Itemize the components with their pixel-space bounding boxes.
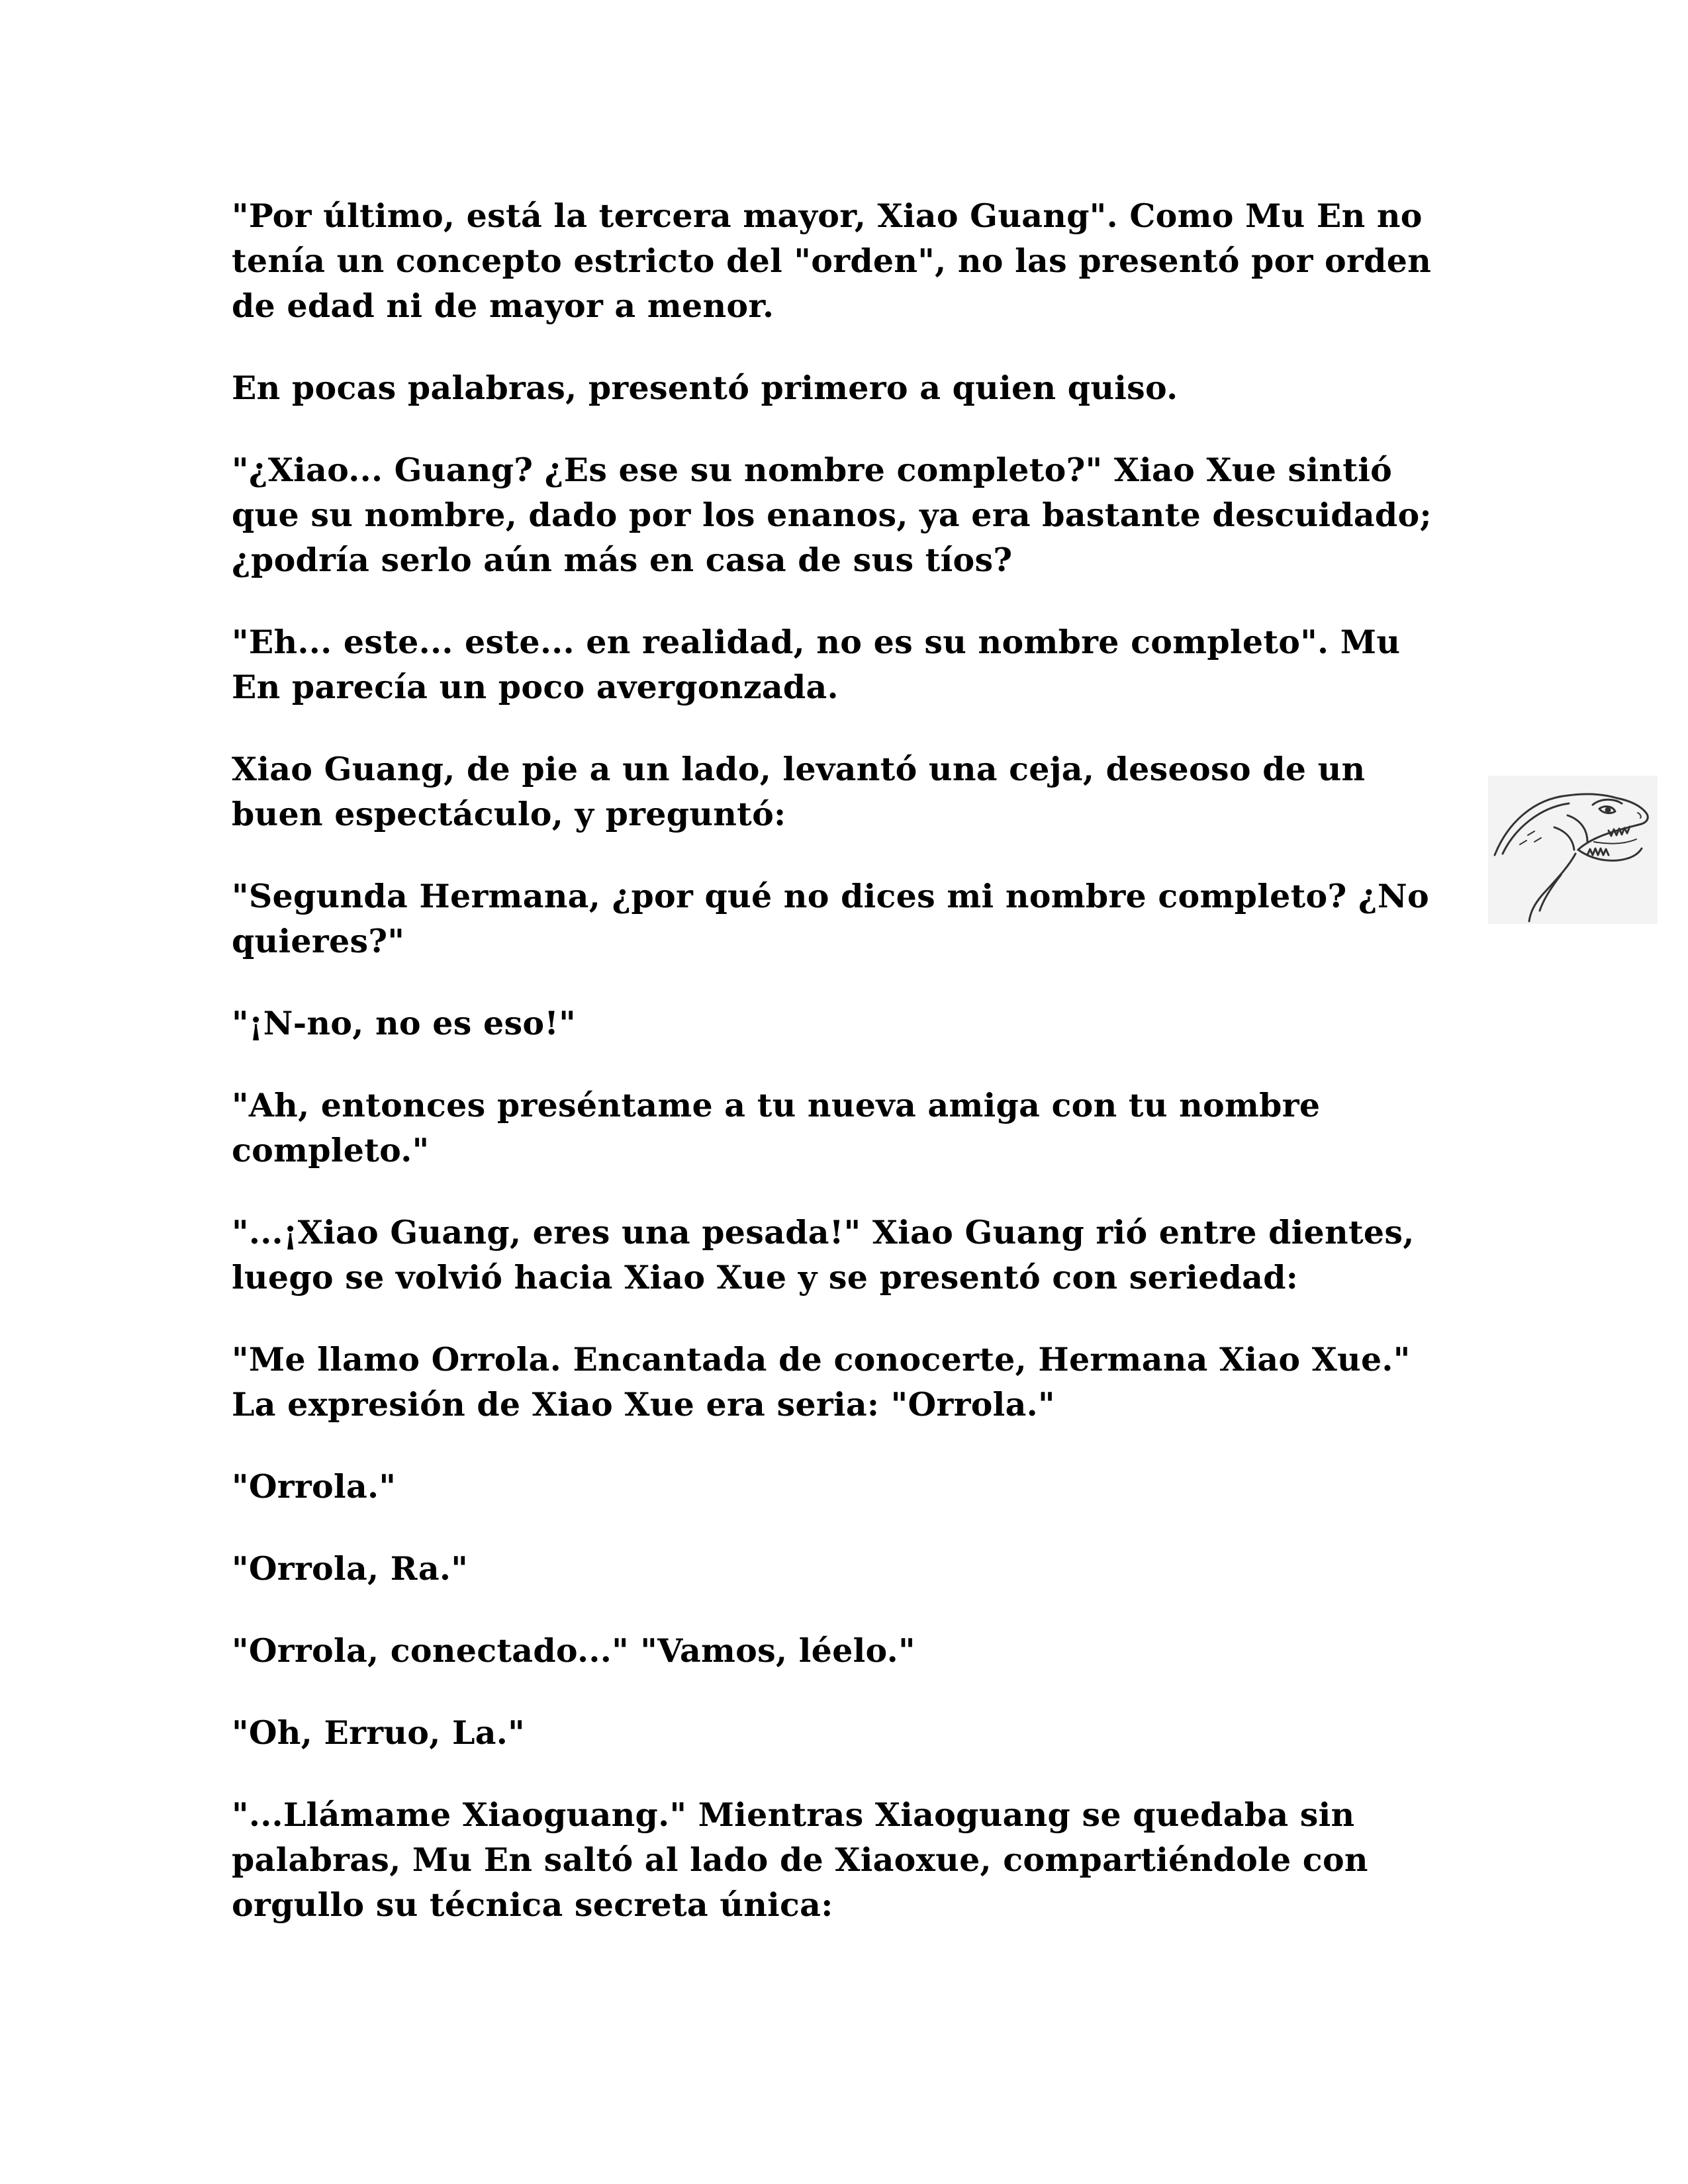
paragraph: "Segunda Hermana, ¿por qué no dices mi nombre completo? ¿No quieres?" [232,877,1429,960]
paragraph: Xiao Guang, de pie a un lado, levantó una ceja, deseoso de un buen espectáculo, y preguntó: [232,750,1366,833]
dinosaur-head-sketch-icon [1488,776,1658,924]
paragraph: "Ah, entonces preséntame a tu nueva amiga con tu nombre completo." [232,1086,1321,1169]
paragraph: "Me llamo Orrola. Encantada de conocerte, Hermana Xiao Xue." La expresión de Xiao Xue era seria: "Orrola." [232,1340,1411,1424]
paragraph: "¡N-no, no es eso!" [232,1004,576,1042]
paragraph: "...Llámame Xiaoguang." Mientras Xiaoguang se quedaba sin palabras, Mu En saltó al lado de Xiaoxue, compartiéndole con orgullo su técnica secreta única: [232,1796,1368,1924]
paragraph: "Orrola, Ra." [232,1549,469,1588]
paragraph: "Orrola." [232,1467,397,1506]
paragraph: "Eh... este... este... en realidad, no es su nombre completo". Mu En parecía un poco avergonzada. [232,623,1401,706]
paragraph: "Oh, Erruo, La." [232,1713,525,1752]
story-text [232,193,1443,1964]
paragraph: "Orrola, conectado..." "Vamos, léelo." [232,1631,915,1670]
paragraph: "¿Xiao... Guang? ¿Es ese su nombre completo?" Xiao Xue sintió que su nombre, dado por los enanos, ya era bastante descuidado; ¿podría serlo aún más en casa de sus tíos? [232,451,1432,579]
paragraph: En pocas palabras, presentó primero a quien quiso. [232,369,1178,407]
paragraph: "...¡Xiao Guang, eres una pesada!" Xiao Guang rió entre dientes, luego se volvió hacia Xiao Xue y se presentó con seriedad: [232,1213,1415,1297]
paragraph: "Por último, está la tercera mayor, Xiao Guang". Como Mu En no tenía un concepto estricto del "orden", no las presentó por orden de edad ni de mayor a menor. [232,197,1432,325]
